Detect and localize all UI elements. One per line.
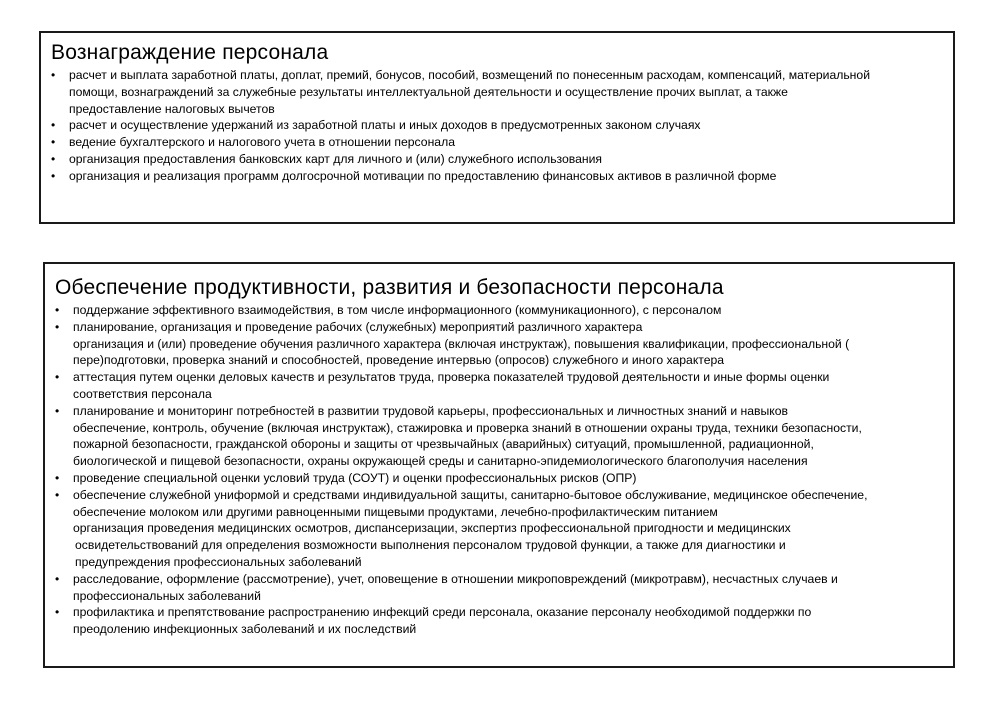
productivity-safety-list [55, 302, 945, 638]
list-item [55, 369, 945, 403]
list-item [55, 302, 945, 319]
list-item [55, 604, 945, 638]
item-line: преодолению инфекционных заболеваний и их последствий [73, 622, 417, 637]
list-item [51, 134, 945, 151]
compensation-panel [39, 31, 955, 224]
list-item [55, 487, 945, 571]
item-line: помощи, вознаграждений за служебные результаты интеллектуальной деятельности и осуществление прочих выплат, а также [69, 84, 788, 99]
list-item [55, 571, 945, 605]
item-line: • расчет и осуществление удержаний из заработной платы и иных доходов в предусмотренных законом случаях [69, 118, 701, 133]
item-line: • организация предоставления банковских карт для личного и (или) служебного использования [69, 151, 603, 166]
productivity-safety-title: Обеспечение продуктивности, развития и безопасности персонала [55, 276, 724, 299]
item-line: организация и (или) проведение обучения различного характера (включая инструктаж), повышения квалификации, профессиональной ( [73, 336, 850, 351]
item-line: предупреждения профессиональных заболеваний [75, 554, 362, 569]
item-line: • обеспечение служебной униформой и средствами индивидуальной защиты, санитарно-бытовое обслуживание, медицинское обеспечение, [73, 487, 868, 502]
item-line: • планирование, организация и проведение рабочих (служебных) мероприятий различного характера [73, 319, 643, 334]
compensation-list [51, 67, 945, 185]
list-item [51, 151, 945, 168]
item-line: • ведение бухгалтерского и налогового учета в отношении персонала [69, 135, 455, 150]
item-line: пере)подготовки, проверка знаний и способностей, проведение интервью (опросов) служебного и иного характера [73, 353, 725, 368]
item-line: обеспечение молоком или другими равноценными пищевыми продуктами, лечебно-профилактическим питанием [73, 504, 718, 519]
item-line: • организация и реализация программ долгосрочной мотивации по предоставлению финансовых активов в различной форме [69, 168, 777, 183]
item-line: пожарной безопасности, гражданской обороны и защиты от чрезвычайных (аварийных) ситуаций, промышленной, радиационной, [73, 437, 814, 452]
list-item [51, 117, 945, 134]
list-item [51, 168, 945, 185]
item-line: • поддержание эффективного взаимодействия, в том числе информационного (коммуникационного), с персоналом [73, 303, 722, 317]
item-line: • расчет и выплата заработной платы, доплат, премий, бонусов, пособий, возмещений по понесенным расходам, компенсаций, материальной [69, 68, 871, 82]
item-line: • профилактика и препятствование распространению инфекций среди персонала, оказание персоналу необходимой поддержки по [73, 605, 812, 620]
list-item [51, 67, 945, 117]
item-line: предоставление налоговых вычетов [69, 101, 275, 116]
item-line: обеспечение, контроль, обучение (включая инструктаж), стажировка и проверка знаний в отношении охраны труда, техники безопасности, [73, 420, 862, 435]
item-line: • проведение специальной оценки условий труда (СОУТ) и оценки профессиональных рисков (ОПР) [73, 470, 637, 485]
list-item [55, 403, 945, 470]
list-item [55, 470, 945, 487]
item-line: • аттестация путем оценки деловых качеств и результатов труда, проверка показателей трудовой деятельности и иные формы оценки [73, 370, 830, 385]
list-item [55, 319, 945, 369]
item-line: соответствия персонала [73, 386, 212, 401]
item-line: освидетельствований для определения возможности выполнения персоналом трудовой функции, а также для диагностики и [75, 538, 786, 553]
item-line: организация проведения медицинских осмотров, диспансеризации, экспертиз профессиональной пригодности и медицинских [73, 521, 791, 536]
item-line: • планирование и мониторинг потребностей в развитии трудовой карьеры, профессиональных и личностных знаний и навыков [73, 403, 788, 418]
item-line: биологической и пищевой безопасности, охраны окружающей среды и санитарно-эпидемиологического благополучия населения [73, 454, 808, 469]
productivity-safety-panel [43, 262, 955, 668]
compensation-title: Вознаграждение персонала [51, 41, 329, 64]
item-line: • расследование, оформление (рассмотрение), учет, оповещение в отношении микроповреждений (микротравм), несчастных случаев и [73, 571, 838, 586]
item-line: профессиональных заболеваний [73, 588, 261, 603]
